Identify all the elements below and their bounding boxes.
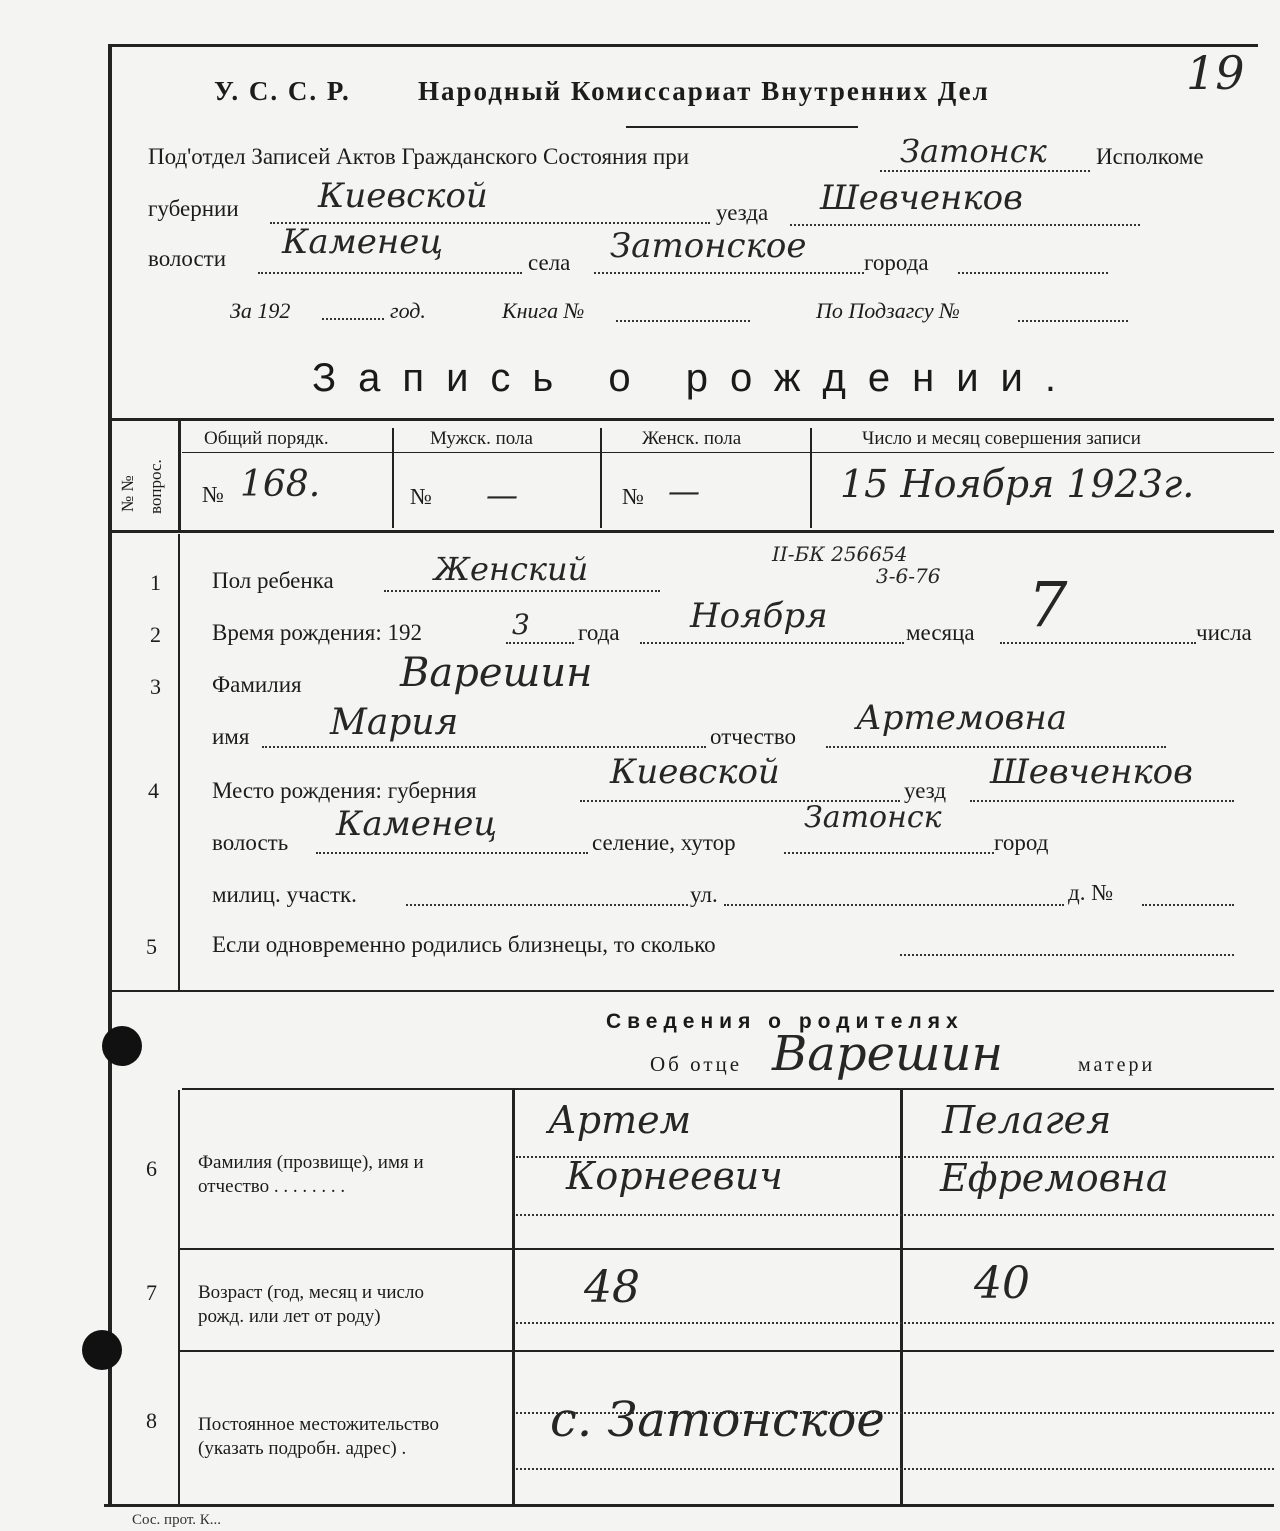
surname-value: Варешин [772, 1026, 1004, 1082]
ul-dots [724, 904, 1064, 906]
uezd-dots [790, 224, 1140, 226]
day-dots [1000, 642, 1196, 644]
table-top-line [110, 418, 1274, 421]
kniga-dots [616, 320, 750, 322]
q6-number: 6 [146, 1156, 157, 1181]
gubernia-label: губернии [148, 196, 239, 221]
otchestvo-label: отчество [710, 724, 797, 749]
sheet-number: 19 [1186, 46, 1245, 100]
mesto-volost-label: волость [212, 830, 289, 855]
month-dots [640, 642, 904, 644]
milic-dots [406, 904, 688, 906]
col1-value: 168. [240, 464, 321, 505]
col-sep-1 [392, 428, 394, 528]
year-label: За 192 [230, 298, 291, 323]
header-ussr: У. С. С. Р. [214, 76, 351, 106]
fio-bottom-dots [516, 1214, 1274, 1216]
mesto-uezd-value: Шевченков [990, 752, 1193, 792]
otchestvo-value: Артемовна [856, 698, 1067, 738]
col1-head: Общий порядк. [204, 428, 329, 449]
col4-head: Число и месяц совершения записи [862, 428, 1141, 449]
col2-value: — [486, 476, 518, 514]
addr-dots-2 [516, 1468, 1274, 1470]
mother-age: 40 [974, 1258, 1030, 1309]
q4-number: 4 [148, 778, 159, 803]
podzags-dots [1018, 320, 1128, 322]
father-label: Об отце [650, 1052, 743, 1076]
month-value: Ноября [690, 596, 828, 636]
podzags-label: По Подзагсу № [816, 298, 960, 323]
q7-number: 7 [146, 1280, 157, 1305]
addr-label-2: (указать подробн. адрес) . [198, 1438, 407, 1459]
familia-value: Варешин [400, 650, 593, 696]
col-sep-2 [600, 428, 602, 528]
q8-number: 8 [146, 1408, 157, 1433]
ul-label: ул. [690, 882, 718, 907]
kniga-label: Книга № [502, 298, 585, 323]
mesto-volost-value: Каменец [336, 804, 498, 844]
year-dots [322, 318, 384, 320]
fio-label-2: отчество . . . . . . . . [198, 1176, 346, 1197]
selenie-dots [784, 852, 994, 854]
age-label-1: Возраст (год, месяц и число [198, 1282, 424, 1303]
col-sep-q [178, 418, 181, 532]
q5-number: 5 [146, 934, 157, 959]
child-col-line [178, 534, 180, 992]
binder-hole-top [102, 1026, 142, 1066]
frame-left [108, 44, 112, 1504]
col3-head: Женск. пола [642, 428, 742, 449]
q3-number: 3 [150, 674, 161, 699]
col3-prefix: № [622, 484, 644, 509]
parents-head-line [182, 1088, 1274, 1090]
time-label: Время рождения: 192 [212, 620, 422, 645]
imya-value: Мария [330, 702, 459, 743]
age-dots [516, 1322, 1274, 1324]
volost-label: волости [148, 246, 227, 271]
q2-number: 2 [150, 622, 161, 647]
god-label: год. [390, 298, 426, 323]
twins-dots [900, 954, 1234, 956]
stamp-line-1: II-БК 256654 [772, 542, 908, 566]
col-sep-3 [810, 428, 812, 528]
mesto-gorod-label: город [994, 830, 1049, 855]
document-title: Запись о рождении. [312, 356, 1078, 400]
col2-head: Мужск. пола [430, 428, 533, 449]
gubernia-value: Киевской [318, 176, 488, 216]
dom-label: д. № [1068, 880, 1114, 905]
father-patronymic: Корнеевич [566, 1154, 783, 1198]
age-label-2: рожд. или лет от роду) [198, 1306, 381, 1327]
frame-top [108, 44, 1258, 47]
father-age: 48 [584, 1262, 640, 1313]
mother-name: Пелагея [942, 1098, 1112, 1142]
day-value: 7 [1028, 568, 1068, 641]
selo-label: села [528, 250, 571, 275]
col2-prefix: № [410, 484, 432, 509]
table-head-sep [182, 452, 1274, 453]
uezd-value: Шевченков [820, 178, 1023, 218]
row7-bottom-line [180, 1350, 1274, 1352]
pol-label: Пол ребенка [212, 568, 334, 593]
office-at-value: Затонск [900, 132, 1047, 170]
footer-text: Сос. прот. К... [132, 1512, 222, 1528]
pol-value: Женский [434, 550, 589, 588]
parents-col-line [178, 1090, 180, 1504]
selenie-label: селение, хутор [592, 830, 736, 855]
parents-father-sep [512, 1090, 515, 1504]
father-name: Артем [548, 1098, 692, 1142]
imya-dots [262, 746, 706, 748]
goda-label: года [578, 620, 620, 645]
gorod-label: города [864, 250, 929, 275]
office-label: Под'отдел Записей Актов Гражданского Состояния при [148, 144, 690, 169]
parents-title: Сведения о родителях [606, 1010, 964, 1033]
mesto-label: Место рождения: губерния [212, 778, 477, 803]
parents-mother-sep [900, 1090, 903, 1504]
addr-label-1: Постоянное местожительство [198, 1414, 440, 1435]
office-at-dots [880, 170, 1090, 172]
header-underline [626, 126, 858, 128]
volost-value: Каменец [282, 222, 444, 262]
mother-label: матери [1078, 1054, 1156, 1076]
addr-value: с. Затонское [550, 1392, 885, 1448]
q1-number: 1 [150, 570, 161, 595]
gorod-dots [958, 272, 1108, 274]
selo-value: Затонское [610, 226, 807, 266]
col1-prefix: № [202, 482, 224, 507]
binder-hole-bottom [82, 1330, 122, 1370]
mesto-uezd-label: уезд [904, 778, 947, 803]
milic-label: милиц. участк. [212, 882, 357, 907]
table-bottom-line [110, 530, 1274, 533]
mesyaca-label: месяца [906, 620, 975, 645]
mesto-gub-value: Киевской [610, 752, 780, 792]
fio-label-1: Фамилия (прозвище), имя и [198, 1152, 424, 1173]
chisla-label: числа [1196, 620, 1252, 645]
ispolkom-label: Исполкоме [1096, 144, 1204, 169]
mother-patronymic: Ефремовна [940, 1156, 1169, 1200]
imya-label: имя [212, 724, 250, 749]
q-head-1: № № [118, 475, 137, 512]
header-commissariat: Народный Комиссариат Внутренних Дел [418, 76, 990, 106]
dom-dots [1142, 904, 1234, 906]
child-bottom-line [110, 990, 1274, 992]
frame-bottom [104, 1504, 1274, 1507]
col3-value: — [668, 472, 700, 510]
familia-label: Фамилия [212, 672, 302, 697]
time-year-digit: 3 [512, 608, 530, 641]
col4-value: 15 Ноября 1923г. [840, 462, 1195, 506]
uezd-label: уезда [716, 200, 769, 225]
selenie-value: Затонск [804, 800, 942, 835]
q-head-2: вопрос. [146, 459, 165, 514]
row6-bottom-line [180, 1248, 1274, 1250]
stamp-line-2: 3-6-76 [876, 564, 941, 588]
mesto-volost-dots [316, 852, 588, 854]
otchestvo-dots [826, 746, 1166, 748]
selo-dots [594, 272, 864, 274]
time-year-dots [506, 642, 574, 644]
volost-dots [258, 272, 522, 274]
pol-dots [384, 590, 660, 592]
twins-label: Если одновременно родились близнецы, то сколько [212, 932, 716, 957]
mesto-uezd-dots [970, 800, 1234, 802]
